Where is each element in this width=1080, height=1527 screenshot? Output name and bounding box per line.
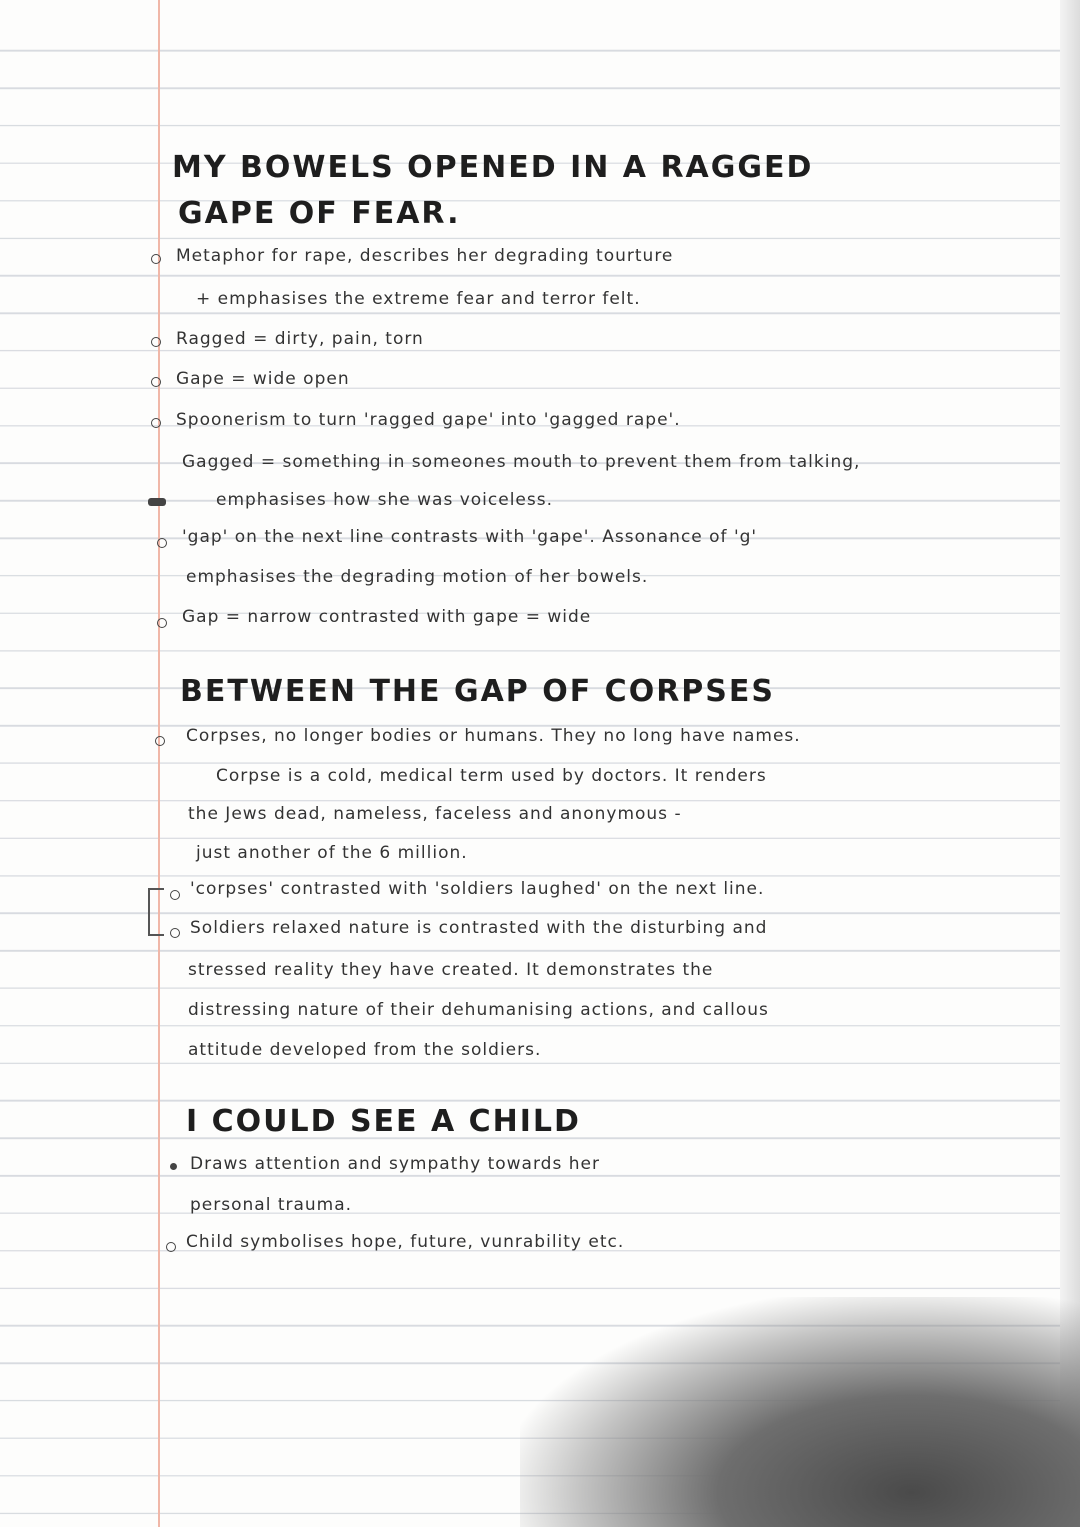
note-line: Ragged = dirty, pain, torn: [176, 329, 424, 349]
scribble-mark: [148, 498, 166, 506]
bullet-icon: [151, 377, 161, 387]
note-line: Corpse is a cold, medical term used by doctors. It renders: [216, 766, 767, 786]
note-line: personal trauma.: [190, 1195, 353, 1215]
note-line: 'gap' on the next line contrasts with 'gape'. Assonance of 'g': [182, 527, 758, 547]
bullet-icon: [151, 418, 161, 428]
photo-shadow: [520, 1297, 1080, 1527]
note-line: Gap = narrow contrasted with gape = wide: [182, 607, 592, 627]
bullet-icon: [157, 618, 167, 628]
note-line: Draws attention and sympathy towards her: [190, 1154, 600, 1174]
section-1-heading-line-2: GAPE OF FEAR.: [178, 196, 461, 231]
note-line: emphasises how she was voiceless.: [216, 490, 554, 510]
bullet-icon: [155, 736, 165, 746]
bullet-icon: [170, 928, 180, 938]
section-3-heading: I COULD SEE A CHILD: [186, 1104, 581, 1139]
bullet-icon: [157, 538, 167, 548]
note-line: just another of the 6 million.: [196, 843, 468, 863]
note-line: Soldiers relaxed nature is contrasted with the disturbing and: [190, 918, 768, 938]
note-line: stressed reality they have created. It demonstrates the: [188, 960, 714, 980]
note-line: Corpses, no longer bodies or humans. They no long have names.: [186, 726, 801, 746]
section-2-heading: BETWEEN THE GAP OF CORPSES: [180, 674, 775, 709]
note-line: distressing nature of their dehumanising actions, and callous: [188, 1000, 769, 1020]
note-line: emphasises the degrading motion of her bowels.: [186, 567, 649, 587]
bullet-icon: [151, 337, 161, 347]
bullet-icon: [151, 254, 161, 264]
bullet-icon: [170, 890, 180, 900]
note-line: + emphasises the extreme fear and terror felt.: [196, 289, 641, 309]
bracket-arrow-icon: [148, 888, 164, 936]
note-line: Gagged = something in someones mouth to prevent them from talking,: [182, 452, 861, 472]
note-line: 'corpses' contrasted with 'soldiers laughed' on the next line.: [190, 879, 765, 899]
note-line: Metaphor for rape, describes her degrading tourture: [176, 246, 674, 266]
note-line: Child symbolises hope, future, vunrability etc.: [186, 1232, 625, 1252]
note-line: Gape = wide open: [176, 369, 350, 389]
section-1-heading-line-1: MY BOWELS OPENED IN A RAGGED: [172, 150, 814, 185]
bullet-icon: [170, 1163, 177, 1170]
note-line: the Jews dead, nameless, faceless and anonymous -: [188, 804, 682, 824]
note-line: attitude developed from the soldiers.: [188, 1040, 542, 1060]
margin-line: [158, 0, 160, 1527]
bullet-icon: [166, 1242, 176, 1252]
note-line: Spoonerism to turn 'ragged gape' into 'gagged rape'.: [176, 410, 681, 430]
